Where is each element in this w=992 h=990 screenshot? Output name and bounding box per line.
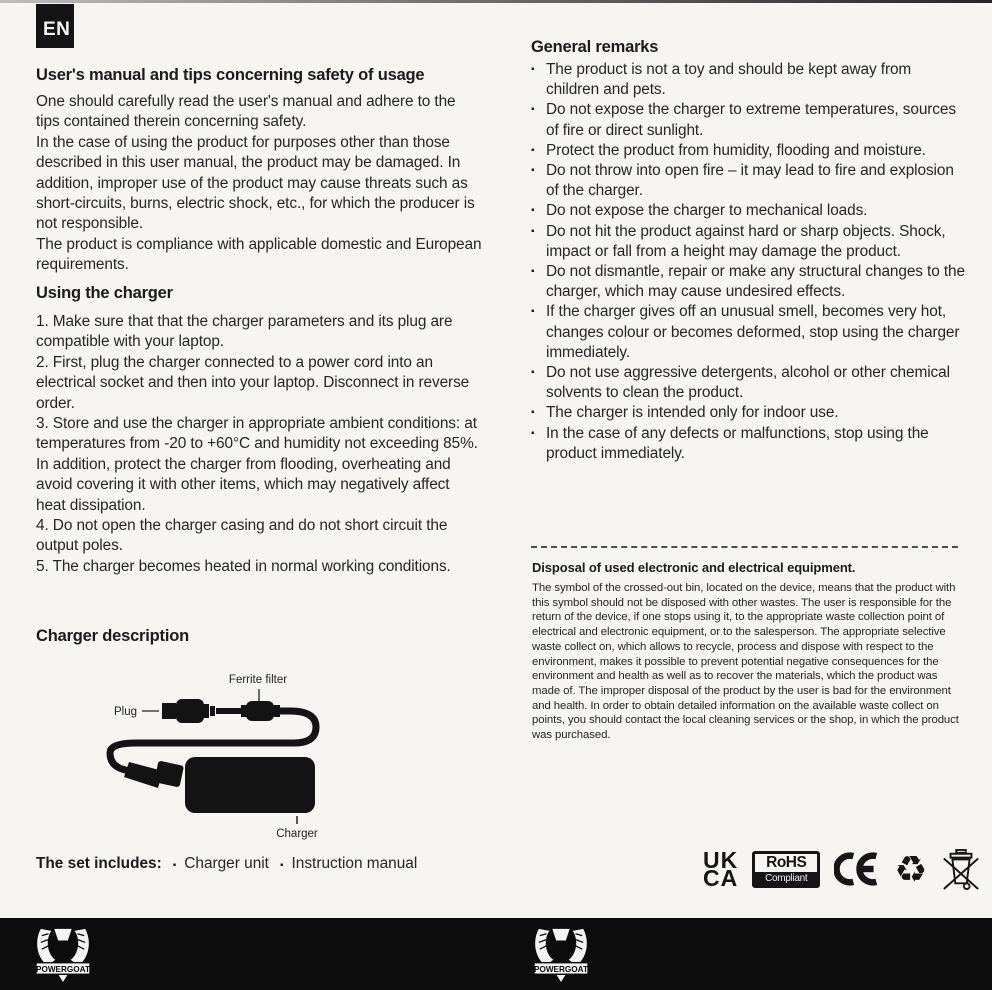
set-includes-line [36, 855, 496, 873]
bullet-marker-icon: ▪ [531, 427, 535, 439]
bullet-text: Do not use aggressive detergents, alcohol or other chemical solvents to clean the product. [546, 364, 950, 402]
powergoat-logo-icon [34, 926, 92, 982]
plug-label: Plug [113, 706, 137, 718]
bullet-item [531, 424, 965, 464]
numbered-step: 5. The charger becomes heated in normal working conditions. [36, 557, 451, 575]
using-section-heading: Using the charger [36, 284, 173, 302]
bullet-text: The product is not a toy and should be kept away from children and pets. [546, 61, 912, 99]
paragraph: In the case of using the product for purposes other than those described in this user manual, the product may be damaged. In addition, improper use of the product may cause threats such as short-circuits, burns, electric shock, etc., for which the producer is not responsible. [36, 133, 475, 233]
set-includes-items [162, 855, 418, 873]
bullet-text: Do not expose the charger to extreme temperatures, sources of fire or direct sunlight. [546, 101, 956, 139]
safety-paragraphs [36, 92, 482, 276]
language-badge-label: EN [43, 19, 71, 40]
bullet-marker-icon: ▪ [531, 407, 535, 419]
bullet-text: Protect the product from humidity, flooding and moisture. [546, 141, 926, 159]
numbered-step: 1. Make sure that that the charger parameters and its plug are compatible with your laptop. [36, 313, 453, 351]
using-steps [36, 312, 482, 577]
rohs-subtitle: Compliant [755, 872, 817, 885]
bullet-text: Do not expose the charger to mechanical loads. [546, 202, 868, 220]
language-badge [36, 4, 74, 48]
powergoat-banner-text: POWERGOAT [36, 964, 90, 974]
recycling-icon: ♻ [894, 847, 928, 891]
disposal-heading: Disposal of used electronic and electrical equipment. [532, 560, 856, 575]
bullet-marker-icon: ▪ [531, 205, 535, 217]
general-remarks-heading: General remarks [531, 38, 659, 56]
bullet-item [531, 363, 965, 403]
description-section-heading: Charger description [36, 627, 189, 645]
dashed-divider [531, 546, 958, 548]
charger-diagram [30, 663, 470, 845]
weee-bin-icon [941, 847, 981, 891]
ce-mark-icon [834, 852, 880, 886]
bullet-text: Do not hit the product against hard or sharp objects. Shock, impact or fall from a height may damage the product. [546, 222, 946, 260]
bullet-item [531, 262, 965, 302]
set-includes-item [280, 855, 417, 873]
bullet-marker-icon: ▪ [531, 225, 535, 237]
bullet-marker-icon: ▪ [531, 367, 535, 379]
numbered-step: 3. Store and use the charger in appropriate ambient conditions: at temperatures from -20 to +60°C and humidity not exceeding 85%. In addition, protect the charger from flooding, overheating and avoid covering it with other items, which may negatively affect heat dissipation. [36, 415, 478, 514]
numbered-step: 2. First, plug the charger connected to a power cord into an electrical socket and then into your laptop. Disconnect in reverse order. [36, 353, 470, 412]
set-includes-label: The set includes: [36, 855, 162, 872]
footer-bar [0, 918, 992, 990]
ferrite-filter-label: Ferrite filter [228, 674, 288, 686]
ukca-mark [703, 846, 739, 891]
set-includes-item [173, 855, 269, 873]
paragraph: One should carefully read the user's manual and adhere to the tips contained therein concerning safety. [36, 93, 456, 131]
paragraph: The product is compliance with applicable domestic and European requirements. [36, 235, 482, 274]
safety-section-heading: User's manual and tips concerning safety of usage [36, 66, 425, 84]
set-includes-item-label: Instruction manual [291, 855, 418, 872]
bullet-item [531, 161, 965, 201]
bullet-marker-icon: ▪ [531, 104, 535, 116]
bullet-marker-icon: ▪ [172, 860, 177, 871]
page-top-edge [0, 0, 992, 3]
bullet-item [531, 60, 965, 100]
general-remarks-list [531, 60, 965, 464]
certification-marks [703, 845, 981, 893]
bullet-marker-icon: ▪ [531, 144, 535, 156]
bullet-text: Do not throw into open fire – it may lead to fire and explosion of the charger. [546, 162, 954, 200]
bullet-item [531, 302, 965, 363]
powergoat-logo-icon [532, 926, 590, 982]
bullet-marker-icon: ▪ [531, 165, 535, 177]
bullet-item [531, 141, 965, 161]
bullet-text: If the charger gives off an unusual smell, becomes very hot, changes colour or becomes deformed, stop using the charger immediately. [546, 303, 960, 361]
bullet-marker-icon: ▪ [279, 860, 284, 871]
ukca-bottom: CA [703, 865, 739, 891]
rohs-mark [752, 851, 820, 888]
set-includes-item-label: Charger unit [184, 855, 269, 872]
bullet-item [531, 222, 965, 262]
bullet-text: Do not dismantle, repair or make any structural changes to the charger, which may cause undesired effects. [546, 263, 965, 301]
charger-body [185, 757, 315, 813]
bullet-item [531, 100, 965, 140]
bullet-item [531, 201, 965, 221]
bullet-item [531, 403, 965, 423]
charger-label: Charger [276, 828, 318, 840]
bullet-marker-icon: ▪ [531, 64, 535, 75]
powergoat-banner-text: POWERGOAT [534, 964, 588, 974]
numbered-step: 4. Do not open the charger casing and do not short circuit the output poles. [36, 517, 448, 555]
disposal-body: The symbol of the crossed-out bin, located on the device, means that the product with this symbol should not be disposed with other wastes. The user is responsible for the return of the device, if one stops using it, to the appropriate waste collection point of electrical and electronic equipment, or to the salesperson. The appropriate selective waste collect on, which allows to recycle, process and dispose with respect to the environment, makes it possible to prevent potential negative consequences for the environment and health as well as to recover the materials, which the product was made of. The improper disposal of the product by the user is bad for the environment and health. In order to obtain detailed information on the available waste collect on points, you should contact the local cleaning services or the shop, in which the product was purchased. [532, 582, 959, 742]
bullet-marker-icon: ▪ [531, 266, 535, 278]
bullet-text: The charger is intended only for indoor use. [546, 404, 839, 422]
bullet-text: In the case of any defects or malfunctions, stop using the product immediately. [546, 424, 929, 462]
ukca-top: UK [703, 846, 739, 873]
bullet-marker-icon: ▪ [531, 306, 535, 318]
rohs-title: RoHS [766, 853, 807, 871]
